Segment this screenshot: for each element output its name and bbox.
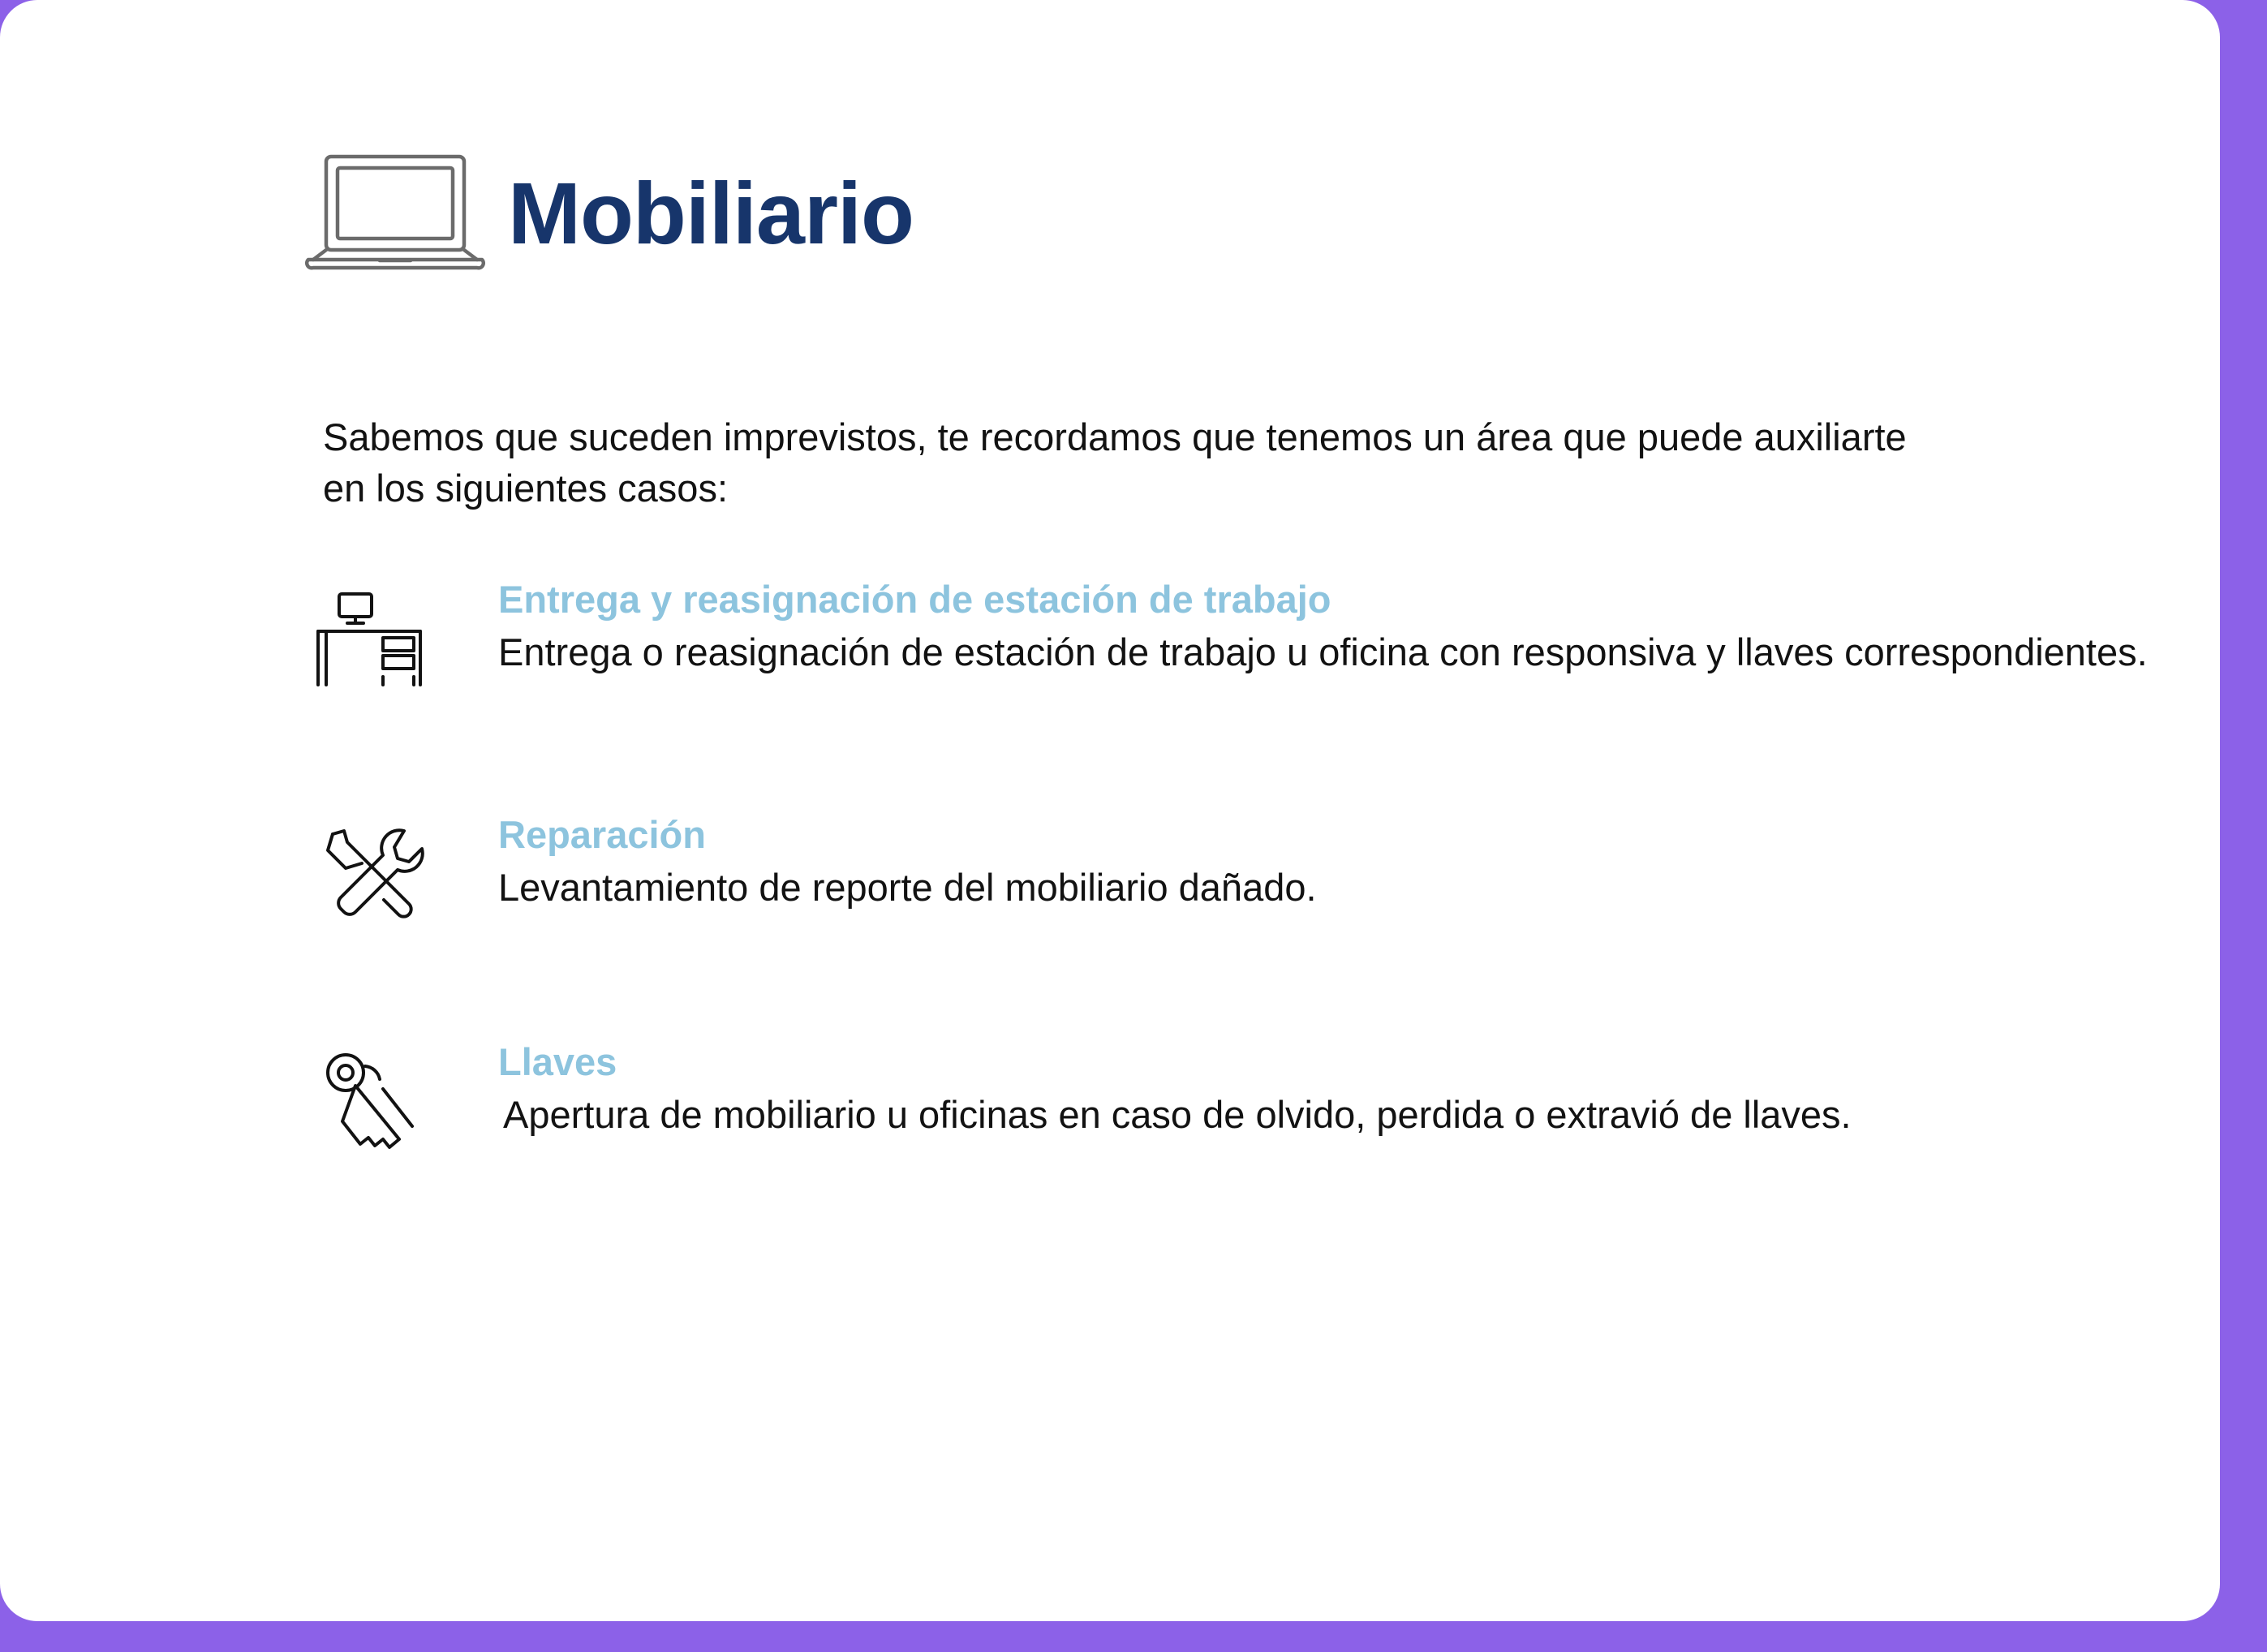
- page-title: Mobiliario: [508, 163, 914, 262]
- list-item-title: Entrega y reasignación de estación de trabajo: [498, 578, 1331, 621]
- keys-icon: [308, 1039, 430, 1160]
- laptop-icon: [302, 142, 488, 284]
- list-item: [308, 811, 2175, 933]
- intro-paragraph: Sabemos que suceden imprevistos, te recordamos que tenemos un área que puede auxiliarte en los siguientes casos:: [323, 415, 1907, 510]
- list-item-body: [430, 576, 2175, 678]
- list-item-title: Llaves: [498, 1040, 617, 1083]
- desk-workstation-icon: [308, 576, 430, 698]
- header: [302, 142, 914, 284]
- list-item-description: Levantamiento de reporte del mobiliario dañado.: [498, 865, 1317, 909]
- tools-wrench-screwdriver-icon: [308, 811, 430, 933]
- list-item: [308, 1039, 2175, 1160]
- list-item-body: [430, 811, 2175, 913]
- list-item-body: [430, 1039, 2175, 1140]
- list-item: [308, 576, 2175, 698]
- list-item-description: Apertura de mobiliario u oficinas en caso de olvido, perdida o extravió de llaves.: [503, 1092, 1852, 1136]
- list-item-title: Reparación: [498, 813, 706, 856]
- service-list: [308, 576, 2175, 1224]
- list-item-description: Entrega o reasignación de estación de trabajo u oficina con responsiva y llaves correspondientes.: [498, 630, 2148, 673]
